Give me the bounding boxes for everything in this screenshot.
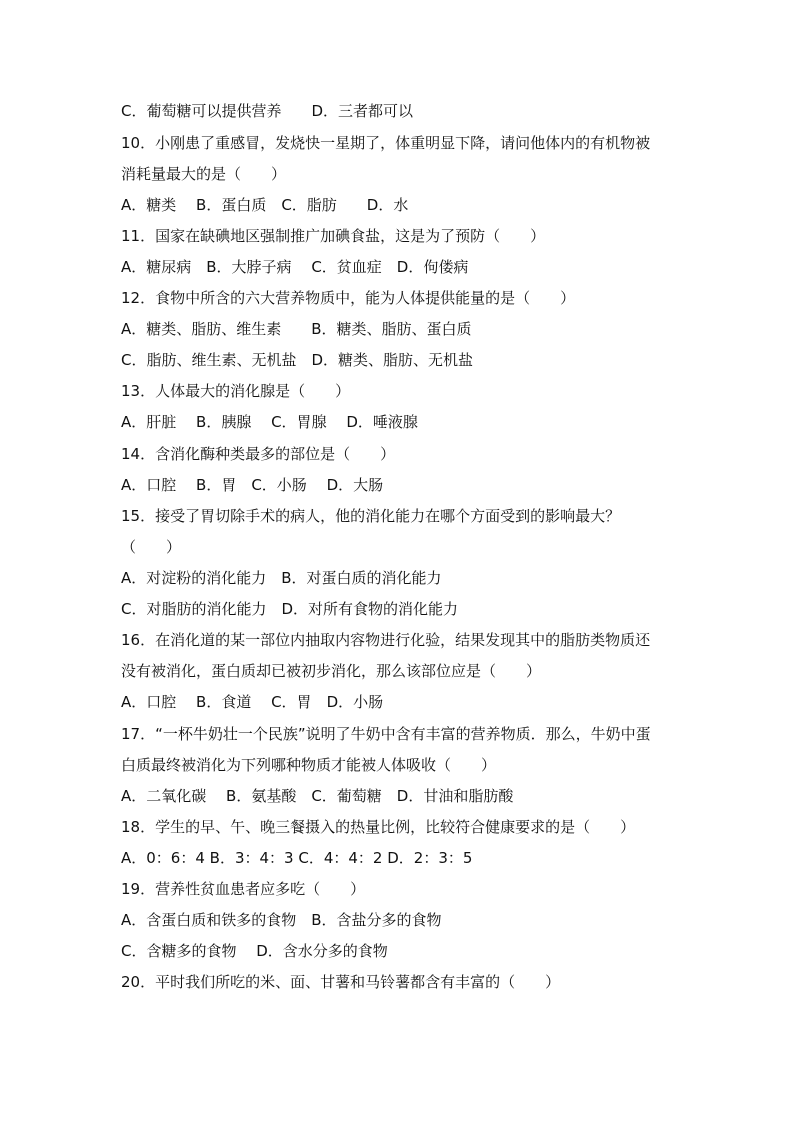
question-13-options: A．肝脏 B．胰腺 C．胃腺 D．唾液腺 — [121, 413, 418, 431]
question-19-options-cd: C．含糖多的食物 D．含水分多的食物 — [121, 942, 388, 960]
question-12-options-ab: A．糖类、脂肪、维生素 B．糖类、脂肪、蛋白质 — [121, 320, 472, 338]
question-11-options: A．糖尿病 B．大脖子病 C．贫血症 D．佝偻病 — [121, 258, 469, 276]
question-19-options-ab: A．含蛋白质和铁多的食物 B．含盐分多的食物 — [121, 911, 442, 929]
question-17-line-1: 17．“一杯牛奶壮一个民族”说明了牛奶中含有丰富的营养物质．那么，牛奶中蛋 — [121, 725, 651, 743]
question-16-line-2: 没有被消化，蛋白质却已被初步消化，那么该部位应是（ ） — [121, 662, 542, 680]
question-15-options-cd: C．对脂肪的消化能力 D．对所有食物的消化能力 — [121, 600, 459, 618]
question-13: 13．人体最大的消化腺是（ ） — [121, 382, 351, 400]
question-12: 12．食物中所含的六大营养物质中，能为人体提供能量的是（ ） — [121, 289, 576, 307]
question-17-options: A．二氧化碳 B．氨基酸 C．葡萄糖 D．甘油和脂肪酸 — [121, 787, 514, 805]
question-16-line-1: 16．在消化道的某一部位内抽取内容物进行化验，结果发现其中的脂肪类物质还 — [121, 631, 651, 649]
question-16-options: A．口腔 B．食道 C．胃 D．小肠 — [121, 693, 384, 711]
question-19: 19．营养性贫血患者应多吃（ ） — [121, 880, 366, 898]
question-10-line-2: 消耗量最大的是（ ） — [121, 165, 287, 183]
question-11: 11．国家在缺碘地区强制推广加碘食盐，这是为了预防（ ） — [121, 227, 546, 245]
question-15-line-2: （ ） — [121, 538, 182, 556]
question-15-line-1: 15．接受了胃切除手术的病人，他的消化能力在哪个方面受到的影响最大？ — [121, 507, 621, 525]
question-20: 20．平时我们所吃的米、面、甘薯和马铃薯都含有丰富的（ ） — [121, 973, 561, 991]
question-10-line-1: 10．小刚患了重感冒，发烧快一星期了，体重明显下降，请问他体内的有机物被 — [121, 134, 651, 152]
question-18: 18．学生的早、午、晚三餐摄入的热量比例，比较符合健康要求的是（ ） — [121, 818, 636, 836]
question-15-options-ab: A．对淀粉的消化能力 B．对蛋白质的消化能力 — [121, 569, 442, 587]
question-10-options: A．糖类 B．蛋白质 C．脂肪 D．水 — [121, 196, 409, 214]
question-12-options-cd: C．脂肪、维生素、无机盐 D．糖类、脂肪、无机盐 — [121, 351, 474, 369]
question-14: 14．含消化酶种类最多的部位是（ ） — [121, 445, 396, 463]
question-14-options: A．口腔 B．胃 C．小肠 D．大肠 — [121, 476, 384, 494]
question-18-options: A．0：6：4 B．3：4：3 C．4：4：2 D．2：3：5 — [121, 849, 473, 867]
option-line-q9-cd: C．葡萄糖可以提供营养 D．三者都可以 — [121, 102, 414, 120]
question-17-line-2: 白质最终被消化为下列哪种物质才能被人体吸收（ ） — [121, 756, 497, 774]
